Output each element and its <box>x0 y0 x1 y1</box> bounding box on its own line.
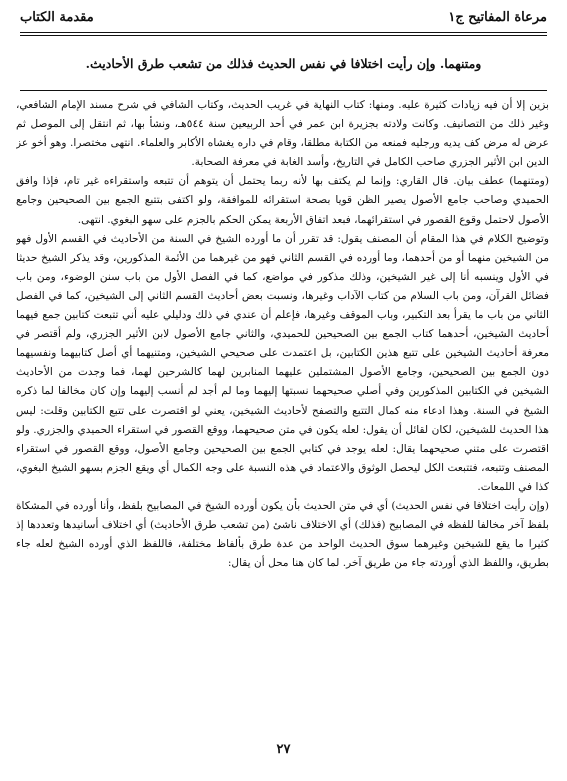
main-text-line: ومتنهما. وإن رأيت اختلافا في نفس الحديث فذلك من تشعب طرق الأحاديث. <box>85 56 482 71</box>
commentary-paragraph: (وإن رأيت اختلافا في نفس الحديث) أي في متن الحديث بأن يكون أورده الشيخ في المصابيح بلفظ، وأنا أورده في المشكاة بلفظ آخر مخالفا للفظه في المصابيح (فذلك) أي الاختلاف ناشئ (من تشعب طرق الأحاديث) أي اختلاف أسانيدها وتعددها إذ كثيرا ما يقع للشيخين وغيرهما سوق الحديث الواحد من عدة طرق بألفاظ مختلفة، فاللفظ الذي أورده الشيخ لعله جاء بطريق، واللفظ الذي أوردته جاء من طريق آخر. لما كان هنا محل أن يقال: <box>16 499 549 570</box>
page-number: ٢٧ <box>276 742 291 757</box>
header-divider <box>20 32 547 36</box>
commentary-body <box>16 96 549 714</box>
book-title: مرعاة المفاتيح ج١ <box>448 9 547 25</box>
running-header <box>20 4 547 30</box>
commentary-paragraph: (ومتنهما) عطف بيان. قال القاري: وإنما لم يكتف بها لأنه ربما يحتمل أن يتوهم أن تتبعه واستقراءه غير تام، فإذا وافق الحميدي وصاحب جامع الأصول يصير الظن قويا بصحة استقرائه للموافقة، ولو اكتفى بتتبع الجمع بين الصحيحين وجامع الأصول لاحتمل وقوع القصور في استقرائهما، فبعد اتفاق الأربعة يمكن الحكم بالجزم على سهو البغوي. انتهى. <box>16 175 549 226</box>
commentary-paragraph: وتوضيح الكلام في هذا المقام أن المصنف يقول: قد تقرر أن ما أورده الشيخ في السنة من الأحاديث في القسم الأول فهو من الشيخين منهما أو من أحدهما، وما أورده في القسم الثاني فهو من غيرهما من الأئمة المذكورين، وقد يذكر الشيخ حديثا في الأول وينسبه أنا إلى غير الشيخين، وذلك مذكور في مواضع، كما في الفصل الأول من باب سنن الوضوء، ومن باب فضائل القرآن، ومن باب السلام من كتاب الآداب وغيرها، ونسبت بعض أحاديث القسم الثاني إلى الشيخين، كما في الفصل الثاني من باب ما يقرأ بعد التكبير، وباب الموقف وغيرها، فإعلم أن عندي في ذلك ودليلي عليه أني تتبعت كتابين جمع فيهما أحاديث الشيخين، أحدهما كتاب الجمع بين الصحيحين للحميدي، والثاني جامع الأصول لابن الأثير الجزري، ولم أقتصر في معرفة أحاديث الشيخين على تتبع هذين الكتابين، بل اعتمدت على صحيحي الشيخين، ومتنيهما أي أصل كتابيهما ونفسيهما دون الجمع بين الصحيحين، وجامع الأصول المشتملين عليهما المنابرين لهما كالشرحين لهما، فما وجدت من الأحاديث الشيخين في الكتابين المذكورين وفي أصلي صحيحهما نسبتها إليهما وما لم أجد لم أنسب إليهما وإن كان مخالفا لما ذكره الشيخ في السنة. وهذا ادعاء منه كمال التتبع والتصفح لأحاديث الشيخين، يعني لو اقتصرت على تتبع الكتابين وقلت: ليس هذا الحديث للشيخين، لكان لقائل أن يقول: لعله يكون في متن صحيحهما، ووقع القصور في استقراء الحميدي والجزري. ولو اقتصرت على متني صحيحهما يقال: لعله يوجد في كتابي الجمع بين الصحيحين وجامع الأصول، ووقع القصور في استقراء المصنف وتتبعه، فتتبعت الكل ليحصل الوثوق والاعتماد في هذه النسبة على وجه الكمال أي ويقع الجزم بسهو الشيخ البغوي، كذا في اللمعات. <box>16 232 549 493</box>
commentary-paragraph: بزين إلا أن فيه زيادات كثيرة عليه. ومنها: كتاب النهاية في غريب الحديث، وكتاب الشافي في شرح مسند الإمام الشافعي، وغير ذلك من التصانيف. وكانت ولادته بجزيرة ابن عمر في أحد الربيعين سنة ٥٤٤هـ، ونشأ بها، ثم انتقل إلى الموصل ثم عرض له مرض كف يديه ورجليه فمنعه من الكتابة مطلقا، وقام في داره يغشاه الأكابر والعلماء. انتهى مختصرا. وهو أخو عز الدين ابن الأثير الجزري صاحب الكامل في التاريخ، وأسد الغابة في معرفة الصحابة. <box>16 99 549 169</box>
section-title: مقدمة الكتاب <box>20 9 94 25</box>
commentary-divider <box>20 90 547 91</box>
